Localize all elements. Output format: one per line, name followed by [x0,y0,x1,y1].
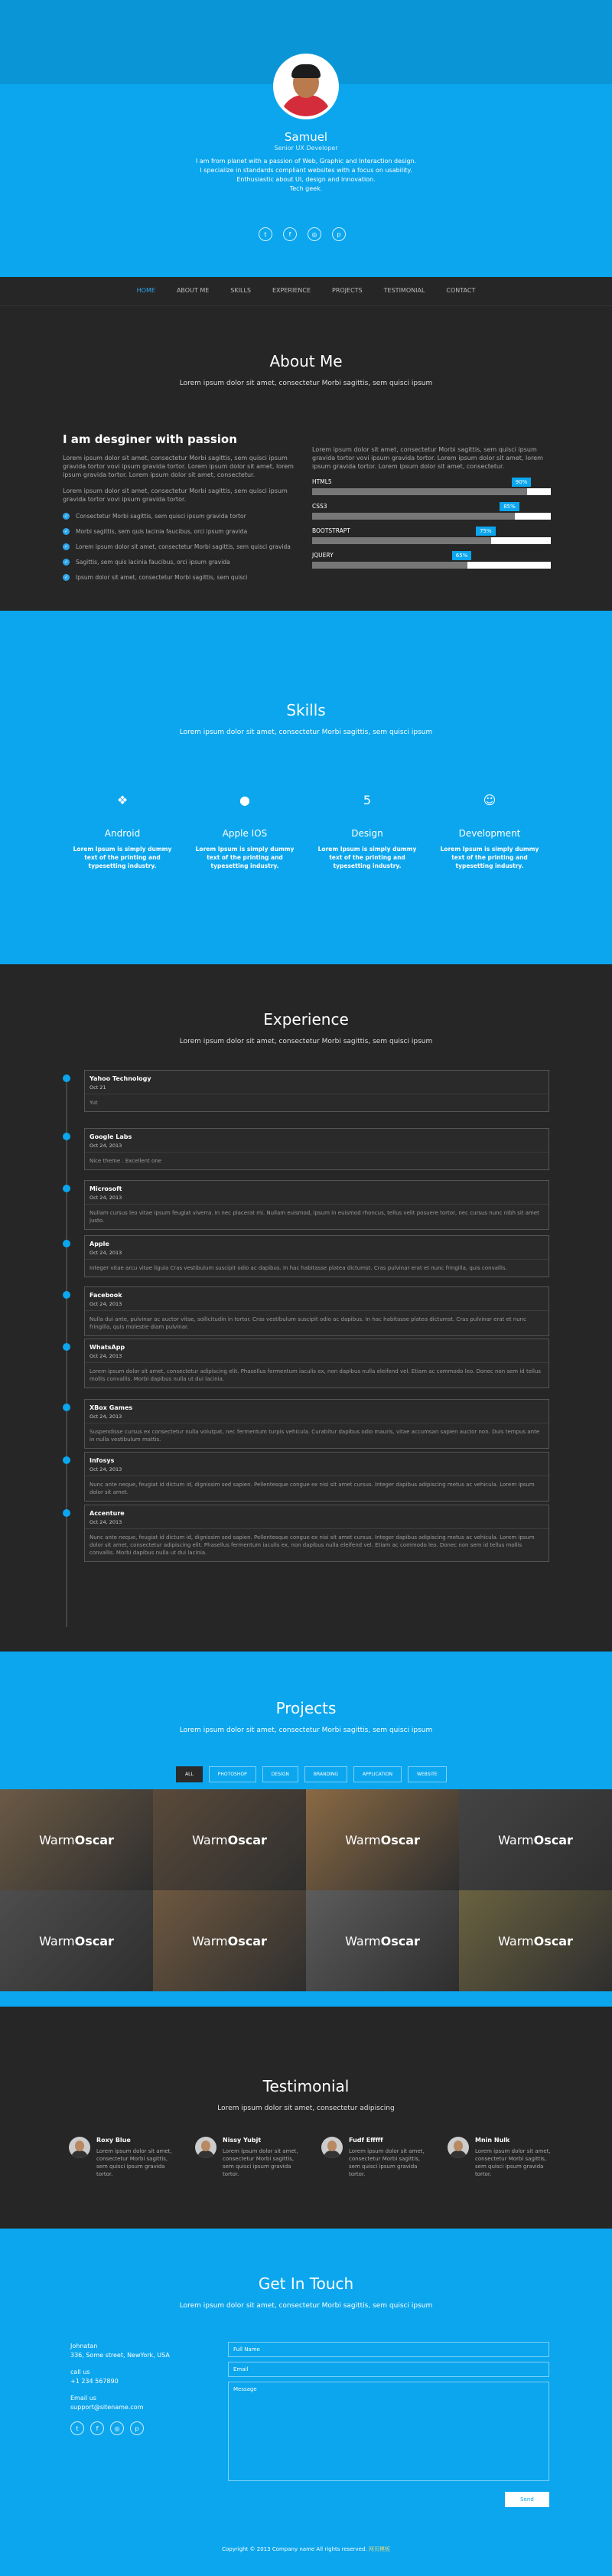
experience-company: Google Labs [90,1133,132,1140]
project-caption-bold: Oscar [74,1832,114,1847]
skill-fill [312,513,515,520]
about-section [0,306,612,611]
project-caption-bold: Oscar [533,1832,573,1847]
bio-line: I specialize in standards compliant websites with a focus on usability. [200,167,412,174]
experience-date: Oct 24, 2013 [90,1301,122,1307]
testimonial-card [69,2137,180,2178]
filter-button-website[interactable]: WEBSITE [408,1766,447,1782]
skill-fill [312,488,527,495]
timeline-dot [63,1133,70,1140]
profile-bio [0,157,612,194]
project-caption [345,1833,420,1847]
send-button[interactable]: Send [505,2492,549,2507]
experience-card-header [85,1287,549,1311]
project-caption-light: Warm [192,1933,228,1948]
facebook-icon[interactable]: f [283,227,297,241]
projects-title: Projects [275,1699,337,1717]
project-filters [176,1766,447,1782]
dribbble-icon[interactable]: ◎ [110,2421,124,2435]
avatar [321,2137,343,2158]
skill-card [184,793,306,870]
profile-avatar [273,54,339,119]
testimonial-quote: Lorem ipsum dolor sit amet, consectetur Morbi sagittis, sem quisci ipsum gravida tortor. [349,2148,425,2177]
pinterest-icon[interactable]: p [130,2421,144,2435]
skill-card-desc-line: text of the printing and [84,854,161,861]
avatar [69,2137,90,2158]
about-left-column [63,432,308,589]
about-heading: I am desginer with passion [63,432,237,446]
twitter-icon[interactable]: t [70,2421,84,2435]
testimonial-body [223,2137,306,2178]
skill-card-desc-line: Lorem Ipsum is simply dummy [440,846,539,853]
projects-section [0,1652,612,2007]
experience-description: Lorem ipsum dolor sit amet, consectetur adipiscing elit. Phasellus fermentum iaculis ex, non dapibus nulla eleifend vel. Etiam ac commodo leo. Donec non sem id tellus mollis convallis. Morbi dapibus nulla ut dui lacinia. [90,1368,541,1382]
avatar-body [450,2150,467,2158]
contact-form [228,2342,549,2503]
html5-icon: 5 [363,793,372,807]
skill-card-desc-line: typesetting industry. [210,862,279,869]
project-caption [498,1934,573,1948]
hero-section [0,0,612,277]
project-caption [39,1934,114,1948]
contact-section [0,2229,612,2576]
avatar-body [197,2150,214,2158]
avatar [448,2137,469,2158]
about-right-paragraph: Lorem ipsum dolor sit amet, consectetur Morbi sagittis, sem quisci ipsum gravida tortor vovi ipsum gravida tortor. Lorem ipsum dolor sit amet, lorem ipsum gravida tortor. Lorem ipsum dolor sit amet, consectetur. [312,446,543,470]
experience-company: XBox Games [90,1404,133,1411]
project-caption-light: Warm [498,1933,534,1948]
testimonial-body [96,2137,180,2178]
skill-fill [312,562,467,569]
project-caption-light: Warm [498,1832,534,1847]
skills-title: Skills [286,701,326,719]
project-tile[interactable] [459,1789,612,1890]
bio-line: Enthusiastic about UI, design and innovation. [236,176,376,183]
testimonial-card [195,2137,306,2178]
project-tile[interactable] [153,1789,306,1890]
experience-date: Oct 24, 2013 [90,1414,122,1420]
experience-card-header [85,1071,549,1094]
contact-name: Johnatan [70,2343,98,2349]
avatar [195,2137,216,2158]
experience-card-header [85,1236,549,1260]
skill-bars [312,478,551,569]
project-caption [498,1833,573,1847]
experience-card-header [85,1339,549,1363]
facebook-icon[interactable]: f [90,2421,104,2435]
skill-card-desc [428,845,551,870]
list-item [63,528,308,535]
timeline-dot [63,1509,70,1517]
filter-button-all[interactable]: ALL [176,1766,203,1782]
nav-experience[interactable]: EXPERIENCE [272,287,311,294]
experience-description: Yut [90,1100,98,1106]
experience-card-header [85,1505,549,1529]
skill-card-desc-line: Lorem Ipsum is simply dummy [195,846,295,853]
project-caption-light: Warm [345,1832,381,1847]
project-tile[interactable] [0,1789,153,1890]
experience-description: Nullam cursus leo vitae ipsum feugiat viverra. In nec placerat mi. Nullam euismod, ipsum in euismod rhoncus, tellus velit posuere tortor, nec cursus nunc nibh sit amet justo. [90,1210,539,1224]
project-tile[interactable] [306,1789,459,1890]
experience-date: Oct 24, 2013 [90,1195,122,1201]
projects-subtitle: Lorem ipsum dolor sit amet, consectetur Morbi sagittis, sem quisci ipsum [179,1727,433,1734]
contact-address: 336, Some street, NewYork, USA [70,2352,170,2359]
experience-card-header [85,1400,549,1423]
experience-card [84,1180,549,1230]
experience-company: Microsoft [90,1185,122,1192]
skills-subtitle: Lorem ipsum dolor sit amet, consectetur Morbi sagittis, sem quisci ipsum [179,729,433,736]
twitter-icon[interactable]: t [259,227,272,241]
full-name-field[interactable]: Full Name [228,2342,549,2357]
skill-bar [312,503,551,520]
project-caption-bold: Oscar [380,1832,420,1847]
filter-button-design[interactable]: DESIGN [262,1766,298,1782]
testimonial-section [0,2007,612,2229]
avatar-face [201,2141,210,2151]
project-tile[interactable] [0,1890,153,1991]
skill-bar [312,552,551,569]
skill-label: JQUERY [312,552,334,559]
experience-title: Experience [263,1010,349,1029]
testimonial-title: Testimonial [262,2077,350,2095]
hero-social-links [259,227,346,241]
check-icon: ✓ [63,544,69,549]
timeline-dot [63,1240,70,1247]
project-caption-light: Warm [39,1933,75,1948]
bio-line: I am from planet with a passion of Web, Graphic and Interaction design. [195,158,417,165]
email-field[interactable]: Email [228,2362,549,2377]
skill-bar [312,478,551,495]
contact-social-links [70,2421,208,2435]
skill-bar [312,527,551,544]
profile-name: Samuel [284,130,328,144]
check-icon: ✓ [63,529,69,534]
project-caption [39,1833,114,1847]
testimonial-card [448,2137,558,2178]
bio-line: Tech geek. [289,185,323,192]
experience-company: WhatsApp [90,1344,125,1351]
experience-section [0,964,612,1652]
project-tile[interactable] [459,1890,612,1991]
testimonial-quote: Lorem ipsum dolor sit amet, consectetur Morbi sagittis, sem quisci ipsum gravida tortor. [96,2148,172,2177]
list-item [63,543,308,550]
experience-company: Facebook [90,1292,122,1299]
project-caption-light: Warm [345,1933,381,1948]
experience-card-header [85,1453,549,1476]
experience-card [84,1128,549,1170]
experience-description: Nice theme . Excellent one [90,1158,162,1164]
bullet-text: Sagittis, sem quis lacinia faucibus, orci ipsum gravida [76,559,230,566]
skill-fill [312,537,491,544]
testimonial-quote: Lorem ipsum dolor sit amet, consectetur Morbi sagittis, sem quisci ipsum gravida tortor. [223,2148,298,2177]
skill-card-desc-line: text of the printing and [451,854,528,861]
contact-phone[interactable]: +1 234 567890 [70,2378,119,2385]
skill-card-desc [306,845,428,870]
experience-description: Nunc ante neque, feugiat id dictum id, dignissim sed sapien. Pellentesque congue ex nisi sit amet cursus. Integer dapibus adipiscing metus ac vehicula. Lorem ipsum dolor sit amet. [90,1482,535,1495]
nav-about[interactable]: ABOUT ME [176,287,210,294]
filter-button-photoshop[interactable]: PHOTOSHOP [209,1766,256,1782]
experience-card [84,1235,549,1277]
experience-date: Oct 24, 2013 [90,1250,122,1256]
timeline-dot [63,1291,70,1299]
message-field[interactable]: Message [228,2382,549,2481]
pinterest-icon[interactable]: p [332,227,346,241]
android-icon: ❖ [116,793,129,807]
list-item [63,559,308,566]
testimonial-name: Fudf Efffff [349,2137,383,2144]
skill-card-desc-line: typesetting industry. [455,862,524,869]
skill-label: BOOTSTRAPT [312,527,350,534]
experience-card [84,1399,549,1449]
list-item [63,513,308,520]
experience-card-header [85,1181,549,1205]
about-title: About Me [269,352,343,370]
experience-description: Nunc ante neque, feugiat id dictum id, dignissim sed sapien. Pellentesque congue ex nisi sit amet cursus. Integer dapibus adipiscing metus ac vehicula. Lorem ipsum dolor sit amet, consectetur adipiscing elit. Phasellus fermentum iaculis ex, non dapibus nulla eleifend vel. Etiam ac commodo leo. Donec non sem id tellus mollis convallis. Morbi dapibus nulla ut dui lacinia. [90,1534,535,1556]
experience-company: Apple [90,1241,109,1247]
timeline-dot [63,1185,70,1192]
about-paragraph: Lorem ipsum dolor sit amet, consectetur Morbi sagittis, sem quisci ipsum gravida tortor vovi ipsum gravida tortor. Lorem ipsum dolor sit amet, lorem ipsum gravida tortor. Lorem ipsum dolor sit amet, consectetur. [63,455,294,478]
testimonial-name: Roxy Blue [96,2137,131,2144]
nav-testimonial[interactable]: TESTIMONIAL [383,287,425,294]
contact-info [70,2342,208,2435]
nav-home[interactable]: HOME [136,287,155,294]
skill-percent-badge: 75% [476,527,496,536]
testimonial-card [321,2137,432,2178]
project-caption-bold: Oscar [227,1933,267,1948]
skill-percent-badge: 65% [452,551,472,560]
bullet-text: Ipsum dolor sit amet, consectetur Morbi sagittis, sem quisci [76,574,248,581]
skill-card-desc-line: Lorem Ipsum is simply dummy [73,846,172,853]
timeline-dot [63,1404,70,1411]
project-tile[interactable] [306,1890,459,1991]
skills-section [0,611,612,964]
contact-title: Get In Touch [258,2274,354,2293]
timeline-dot [63,1343,70,1351]
experience-date: Oct 21 [90,1084,106,1091]
experience-date: Oct 24, 2013 [90,1519,122,1525]
project-caption-light: Warm [192,1832,228,1847]
experience-card [84,1286,549,1336]
footer-link[interactable]: 网页模板 [368,2546,390,2552]
call-label: call us [70,2369,90,2375]
footer-copyright: Copyright © 2013 Company name All rights reserved. [222,2546,367,2552]
skill-label: CSS3 [312,503,327,510]
skill-card-title: Development [458,828,521,839]
experience-date: Oct 24, 2013 [90,1466,122,1472]
experience-card [84,1339,549,1388]
project-caption-bold: Oscar [74,1933,114,1948]
project-caption-bold: Oscar [533,1933,573,1948]
timeline-dot [63,1074,70,1082]
skill-card [306,793,428,870]
experience-card [84,1070,549,1112]
about-paragraph: Lorem ipsum dolor sit amet, consectetur Morbi sagittis, sem quisci ipsum gravida tortor vovi ipsum gravida tortor. [63,487,288,503]
testimonial-list [69,2137,558,2178]
experience-company: Infosys [90,1457,115,1464]
bullet-text: Lorem ipsum dolor sit amet, consectetur Morbi sagittis, sem quisci gravida [76,543,291,550]
experience-company: Yahoo Technology [90,1075,151,1082]
filter-button-branding[interactable]: BRANDING [304,1766,347,1782]
testimonial-body [475,2137,558,2178]
timeline-dot [63,1456,70,1464]
experience-description: Nulla dui ante, pulvinar ac auctor vitae, sollicitudin in tortor. Cras vestibulum suscipit odio ac dapibus. In hac habitasse platea dictumst. Cras pulvinar erat et nunc fringilla, quis molestie diam pulvinar. [90,1316,526,1330]
bullet-text: Consectetur Morbi sagittis, sem quisci ipsum gravida tortor [76,513,246,520]
user-icon: ☺ [483,793,496,807]
experience-card [84,1452,549,1502]
experience-card-header [85,1129,549,1153]
nav-projects[interactable]: PROJECTS [332,287,363,294]
testimonial-name: Mnin Nulk [475,2137,510,2144]
project-caption-light: Warm [39,1832,75,1847]
avatar-body [324,2150,340,2158]
profile-role: Senior UX Developer [274,145,338,152]
avatar-body [71,2150,88,2158]
experience-description: Integer vitae arcu vitae ligula Cras vestibulum suscipit odio ac dapibus. In hac habitasse platea dictumst. Cras pulvinar erat et nunc fringilla, quis convallis. [90,1265,507,1271]
skill-card-desc-line: text of the printing and [207,854,283,861]
about-right-column [312,445,551,569]
testimonial-name: Nissy Yubjt [223,2137,262,2144]
skill-card-title: Android [104,828,141,839]
bullet-text: Morbi sagittis, sem quis lacinia faucibus, orci ipsum gravida [76,528,248,535]
skill-card-desc [184,845,306,870]
project-caption [192,1934,267,1948]
skill-card [61,793,184,870]
main-nav [0,277,612,306]
check-icon: ✓ [63,514,69,519]
nav-skills[interactable]: SKILLS [230,287,251,294]
skill-percent-badge: 90% [512,478,532,487]
experience-date: Oct 24, 2013 [90,1143,122,1149]
project-caption [345,1934,420,1948]
project-caption [192,1833,267,1847]
skill-card-desc-line: typesetting industry. [88,862,157,869]
experience-card [84,1505,549,1562]
contact-subtitle: Lorem ipsum dolor sit amet, consectetur Morbi sagittis, sem quisci ipsum [179,2302,433,2310]
avatar-face [75,2141,84,2151]
testimonial-subtitle: Lorem ipsum dolor sit amet, consectetur adipiscing [217,2105,395,2112]
contact-email[interactable]: support@sitename.com [70,2404,144,2411]
avatar-face [454,2141,463,2151]
experience-company: Accenture [90,1510,125,1517]
email-label: Email us [70,2395,96,2402]
experience-description: Suspendisse cursus ex consectetur nulla volutpat, nec fermentum turpis vehicula. Curabitur dapibus odio mauris, vitae accumsan sapien auctor non. Duis tempus ante in nulla vestibulum mattis. [90,1429,540,1443]
project-caption-bold: Oscar [227,1832,267,1847]
testimonial-body [349,2137,432,2178]
check-icon: ✓ [63,575,69,580]
nav-contact[interactable]: CONTACT [446,287,476,294]
project-tile[interactable] [153,1890,306,1991]
experience-subtitle: Lorem ipsum dolor sit amet, consectetur Morbi sagittis, sem quisci ipsum [179,1038,433,1045]
about-bullet-list [63,513,308,581]
skill-card-desc [61,845,184,870]
skill-label: HTML5 [312,478,332,485]
experience-date: Oct 24, 2013 [90,1353,122,1359]
apple-icon: ● [239,793,250,807]
footer [0,2545,612,2553]
skill-card [428,793,551,870]
testimonial-quote: Lorem ipsum dolor sit amet, consectetur Morbi sagittis, sem quisci ipsum gravida tortor. [475,2148,551,2177]
skill-card-desc-line: Lorem Ipsum is simply dummy [317,846,417,853]
timeline-line [66,1079,67,1627]
about-subtitle: Lorem ipsum dolor sit amet, consectetur Morbi sagittis, sem quisci ipsum [179,380,433,387]
project-grid [0,1789,612,1991]
check-icon: ✓ [63,559,69,565]
filter-button-application[interactable]: APPLICATION [353,1766,402,1782]
project-caption-bold: Oscar [380,1933,420,1948]
skill-card-title: Apple IOS [222,828,268,839]
dribbble-icon[interactable]: ◎ [308,227,321,241]
skill-card-desc-line: text of the printing and [329,854,405,861]
skill-percent-badge: 85% [500,502,519,511]
skill-card-desc-line: typesetting industry. [333,862,402,869]
skill-cards [61,793,551,870]
list-item [63,574,308,581]
avatar-face [327,2141,337,2151]
skill-card-title: Design [351,828,383,839]
